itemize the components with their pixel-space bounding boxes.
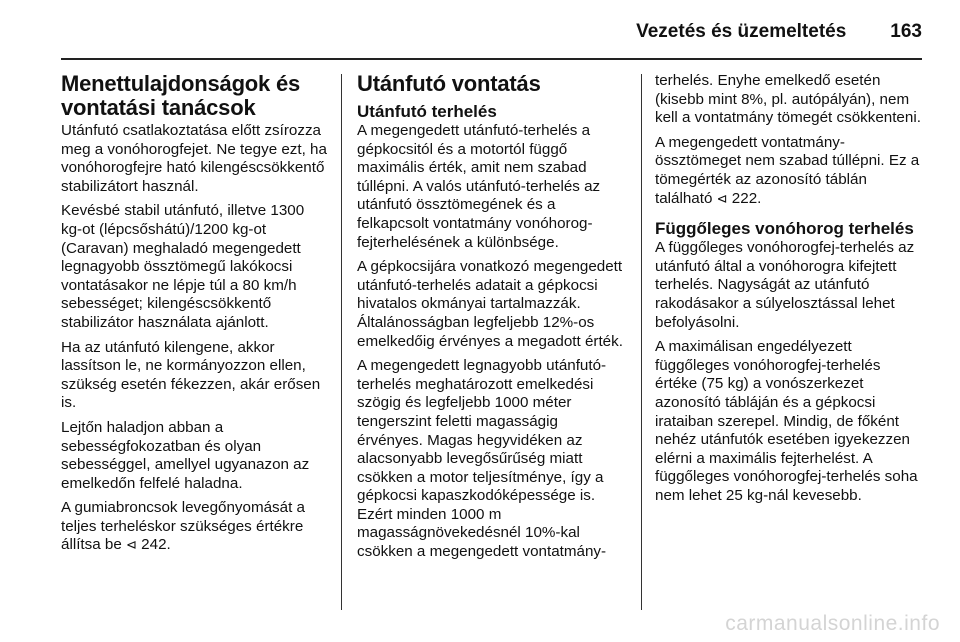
section-heading-trailer-towing: Utánfutó vontatás [357,71,541,96]
column-1 [61,72,329,562]
page-ref-link[interactable]: 242. [141,536,171,554]
paragraph: A maximálisan engedélyezett függőleges vonóhorogfej-terhelés értéke (75 kg) a vonószerkezet azonosító tábláján és a gépkocsi irataiban szerepel. Mindig, de főként nehéz utánfutók esetében igyekezzen elérni a maximális fejterhelést. A függőleges vonóhorogfej-terhelés soha nem lehet 25 kg-nál kevesebb. [655,338,918,504]
paragraph: A megengedett utánfutó-terhelés a gépkocsitól és a motortól függő maximális érték, amit nem szabad túllépni. A valós utánfutó-terhelés az utánfutó össztömegének és a felkapcsolt vontatmány vonóhorog-fejterhelésének a különbsége. [357,122,601,251]
paragraph: A függőleges vonóhorogfej-terhelés az utánfutó által a vonóhorogra kifejtett terhelés. Nagyságát az utánfutó rakodásakor a súlyelosztással lehet befolyásolni. [655,239,915,331]
subheading-vertical-load: Függőleges vonóhorog terhelés [655,219,914,239]
page-ref-link[interactable]: 222. [731,189,762,207]
page-header [61,0,922,60]
column-2 [357,72,627,568]
watermark: carmanualsonline.info [725,612,940,635]
paragraph: terhelés. Enyhe emelkedő esetén (kisebb mint 8%, pl. autópályán), nem kell a vontatmány tömegét csökkenteni. [655,72,921,127]
paragraph: Utánfutó csatlakoztatása előtt zsírozza meg a vonóhorogfejet. Ne tegye ezt, ha vonóhorogfejre ható kilengéscsökkentő stabilizátort használ. [61,122,327,195]
paragraph-max-weight [655,134,923,209]
section-heading-driving-tips: Menettulajdonságok és vontatási tanácsok [61,71,301,120]
page-number: 163 [890,21,922,42]
page-ref-icon: ⊲ [716,191,728,207]
paragraph: Kevésbé stabil utánfutó, illetve 1300 kg-ot (lépcsőshátú)/1200 kg-ot (Caravan) meghaladó megengedett legnagyobb össztömegű lakókocsi vontatásakor ne lépje túl a 80 km/h sebességet; kilengéscsökkentő stabilizátor használata ajánlott. [61,202,305,331]
paragraph: Lejtőn haladjon abban a sebességfokozatban és olyan sebességgel, amellyel ugyanazon az emelkedőn felfelé haladna. [61,418,310,492]
paragraph: A megengedett legnagyobb utánfutó-terhelés meghatározott emelkedési szögig és legfeljebb 1000 méter tengerszint feletti magasságig érvényes. Magas hegyvidéken az alacsonyabb levegősűrűség miatt csökken a motor teljesítménye, így a gépkocsi kapaszkodóképessége is. Ezért minden 1000 m magasságnövekedésnél 10%-kal csökken a megengedett vontatmány- [357,357,607,561]
paragraph-tyre-pressure [61,499,329,556]
column-3 [655,72,923,511]
subheading-trailer-load: Utánfutó terhelés [357,102,497,121]
page-ref-icon: ⊲ [126,538,137,554]
paragraph: Ha az utánfutó kilengene, akkor lassítson le, ne kormányozzon ellen, szükség esetén fékezzen, akár erősen is. [61,338,321,412]
page-header-title: Vezetés és üzemeltetés [636,21,847,42]
paragraph-text: A megengedett vontatmány-össztömeget nem szabad túllépni. Ez a tömegérték az azonosító táblán található [655,133,920,207]
column-divider-1 [341,74,342,610]
paragraph: A gépkocsijára vonatkozó megengedett utánfutó-terhelés adatait a gépkocsi hivatalos okmányai tartalmazzák. Általánosságban legfeljebb 12%-os emelkedőig érvényes a megadott érték. [357,258,623,350]
column-divider-2 [641,74,642,610]
paragraph-text: A gumiabroncsok levegőnyomását a teljes terheléskor szükséges értékre állítsa be [61,499,305,554]
